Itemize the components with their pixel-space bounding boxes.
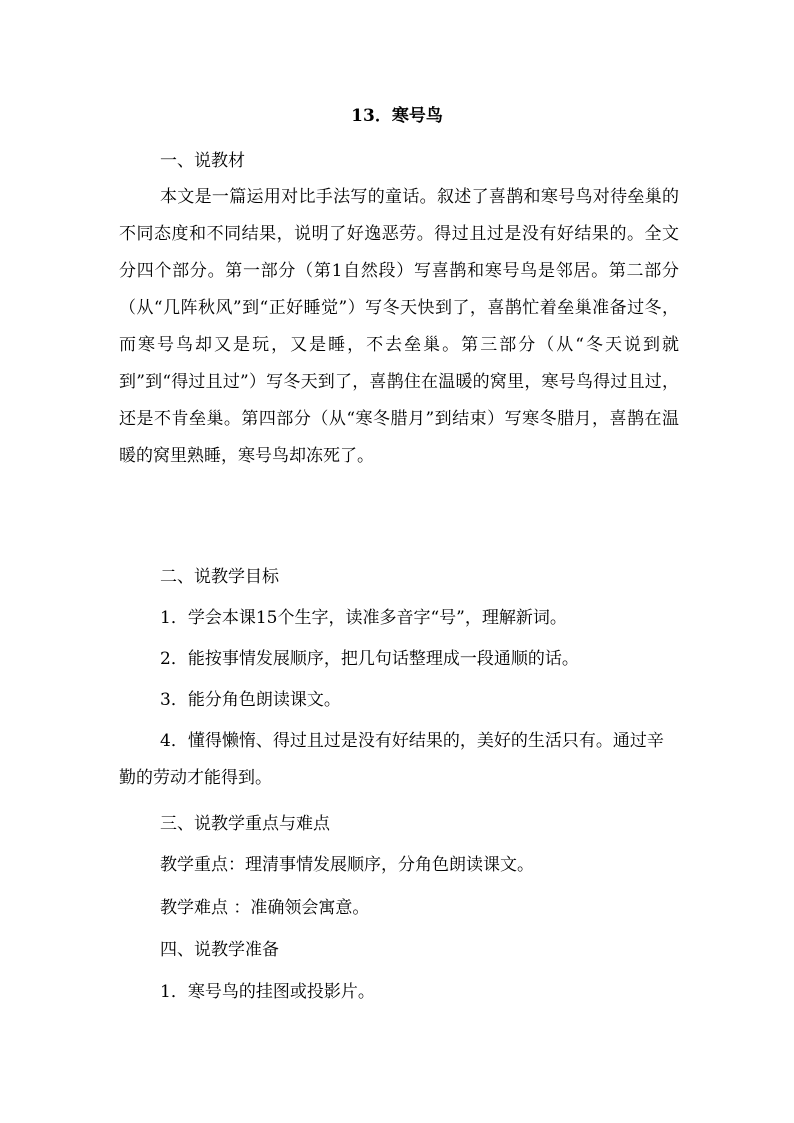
goal-item-2: 2．能按事情发展顺序，把几句话整理成一段通顺的话。	[160, 649, 579, 669]
preparation-item-1: 1．寒号鸟的挂图或投影片。	[160, 982, 375, 1002]
section-heading-teaching-material: 一、说教材	[160, 151, 245, 171]
section-heading-focus-difficulty: 三、说教学重点与难点	[160, 814, 330, 834]
teaching-focus: 教学重点：理清事情发展顺序，分角色朗读课文。	[160, 855, 534, 875]
document-title: 13．寒号鸟	[351, 106, 443, 126]
section-heading-teaching-goals: 二、说教学目标	[160, 567, 279, 587]
teaching-difficulty: 教学难点 ：准确领会寓意。	[160, 898, 370, 918]
goal-item-1: 1．学会本课15个生字，读准多音字“号”，理解新词。	[160, 608, 567, 628]
section-heading-preparation: 四、说教学准备	[160, 940, 279, 960]
goal-item-4: 4．懂得懒惰、得过且过是没有好结果的，美好的生活只有。通过辛勤的劳动才能得到。	[119, 731, 664, 788]
goal-item-3: 3．能分角色朗读课文。	[160, 690, 341, 710]
section-paragraph-teaching-material: 本文是一篇运用对比手法写的童话。叙述了喜鹊和寒号鸟对待垒巢的不同态度和不同结果，说明了好逸恶劳。得过且过是没有好结果的。全文分四个部分。第一部分（第1自然段）写喜鹊和寒号鸟是邻居。第二部分（从“几阵秋风”到“正好睡觉”）写冬天快到了，喜鹊忙着垒巢准备过冬，而寒号鸟却又是玩，又是睡，不去垒巢。第三部分（从“冬天说到就到”到“得过且过”）写冬天到了，喜鹊住在温暖的窝里，寒号鸟得过且过，还是不肯垒巢。第四部分（从“寒冬腊月”到结束）写寒冬腊月，喜鹊在温暖的窝里熟睡，寒号鸟却冻死了。	[119, 187, 679, 466]
